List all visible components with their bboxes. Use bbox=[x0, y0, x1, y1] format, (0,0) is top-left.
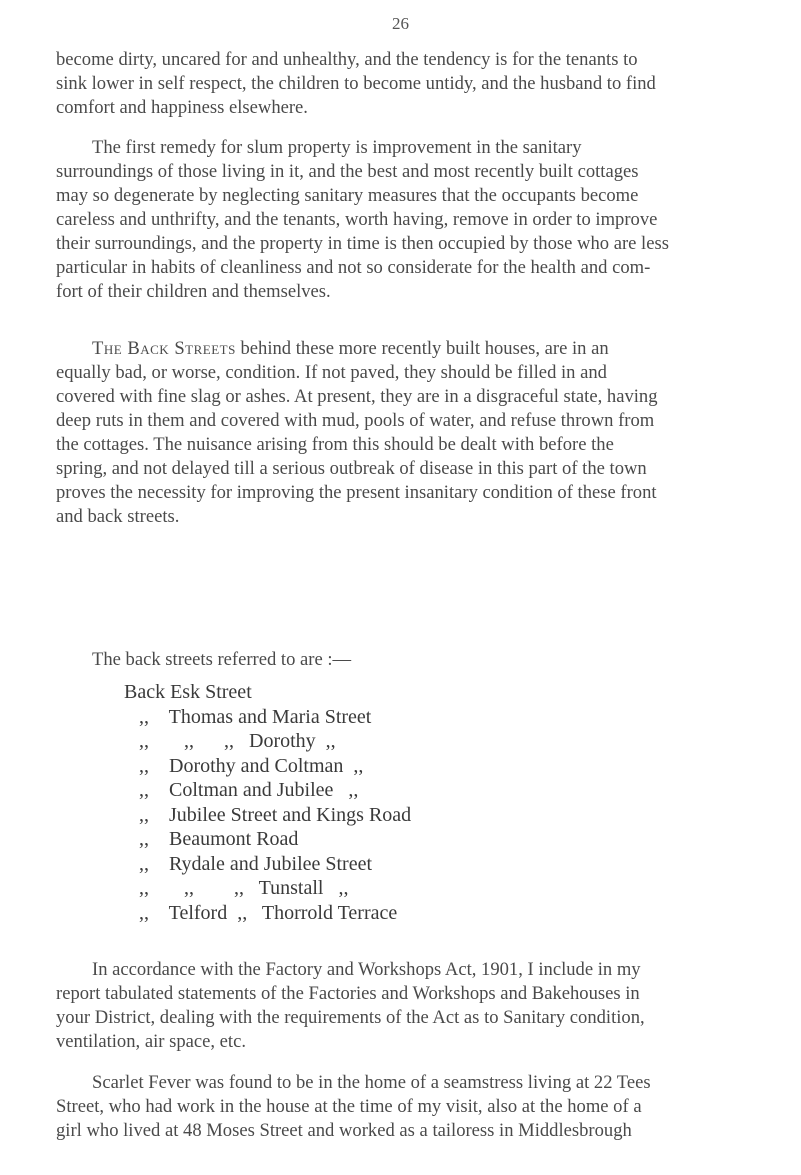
text-line: their surroundings, and the property in time is then occupied by those who are less bbox=[56, 233, 669, 254]
text-line: girl who lived at 48 Moses Street and worked as a tailoress in Middlesbrough bbox=[56, 1120, 632, 1141]
section-heading: The Back Streets bbox=[92, 338, 236, 359]
text-line: In accordance with the Factory and Workshops Act, 1901, I include in my bbox=[92, 959, 641, 980]
text-line: become dirty, uncared for and unhealthy, and the tendency is for the tenants to bbox=[56, 49, 638, 70]
list-item: ,, Rydale and Jubilee Street bbox=[124, 852, 373, 875]
text-line: comfort and happiness elsewhere. bbox=[56, 97, 308, 118]
text-line: particular in habits of cleanliness and not so considerate for the health and com- bbox=[56, 257, 651, 278]
list-item: ,, ,, ,, Dorothy ,, bbox=[124, 730, 336, 752]
list-item: ,, Coltman and Jubilee ,, bbox=[124, 779, 359, 801]
street-list bbox=[124, 680, 411, 925]
text-fragment: behind these more recently built houses, are in an bbox=[235, 338, 609, 359]
text-line: the cottages. The nuisance arising from this should be dealt with before the bbox=[56, 434, 614, 455]
text-line: and back streets. bbox=[56, 506, 180, 527]
text-line: The first remedy for slum property is improvement in the sanitary bbox=[92, 137, 582, 158]
paragraph-5 bbox=[56, 958, 766, 1054]
page-number: 26 bbox=[392, 14, 409, 33]
text-line: equally bad, or worse, condition. If not paved, they should be filled in and bbox=[56, 362, 607, 383]
paragraph-2 bbox=[56, 136, 766, 304]
paragraph-3 bbox=[56, 337, 766, 529]
text-line: ventilation, air space, etc. bbox=[56, 1031, 246, 1052]
list-item: ,, Jubilee Street and Kings Road bbox=[124, 803, 412, 826]
text-line bbox=[56, 337, 766, 361]
text-line: Scarlet Fever was found to be in the home of a seamstress living at 22 Tees bbox=[92, 1072, 651, 1093]
text-line: fort of their children and themselves. bbox=[56, 281, 331, 302]
text-line: sink lower in self respect, the children to become untidy, and the husband to find bbox=[56, 73, 656, 94]
text-line: surroundings of those living in it, and the best and most recently built cottages bbox=[56, 161, 639, 182]
text-line: careless and unthrifty, and the tenants, worth having, remove in order to improve bbox=[56, 209, 658, 230]
text-line: The back streets referred to are :— bbox=[92, 649, 352, 670]
paragraph-4 bbox=[56, 648, 766, 672]
text-line: may so degenerate by neglecting sanitary measures that the occupants become bbox=[56, 185, 639, 206]
text-line: deep ruts in them and covered with mud, pools of water, and refuse thrown from bbox=[56, 410, 655, 431]
list-item: ,, ,, ,, Tunstall ,, bbox=[124, 877, 349, 899]
list-item: ,, Beaumont Road bbox=[124, 828, 299, 850]
text-line: covered with fine slag or ashes. At present, they are in a disgraceful state, having bbox=[56, 386, 658, 407]
paragraph-6 bbox=[56, 1071, 766, 1143]
list-item: ,, Telford ,, Thorrold Terrace bbox=[124, 901, 398, 924]
list-item: ,, Dorothy and Coltman ,, bbox=[124, 754, 364, 777]
text-line: report tabulated statements of the Factories and Workshops and Bakehouses in bbox=[56, 983, 640, 1004]
paragraph-1 bbox=[56, 48, 766, 120]
text-line: proves the necessity for improving the present insanitary condition of these front bbox=[56, 482, 657, 503]
list-item: Back Esk Street bbox=[124, 681, 252, 703]
list-item: ,, Thomas and Maria Street bbox=[124, 705, 372, 728]
text-line: Street, who had work in the house at the time of my visit, also at the home of a bbox=[56, 1096, 642, 1117]
text-line: your District, dealing with the requirements of the Act as to Sanitary condition, bbox=[56, 1007, 645, 1028]
text-line: spring, and not delayed till a serious outbreak of disease in this part of the town bbox=[56, 458, 647, 479]
